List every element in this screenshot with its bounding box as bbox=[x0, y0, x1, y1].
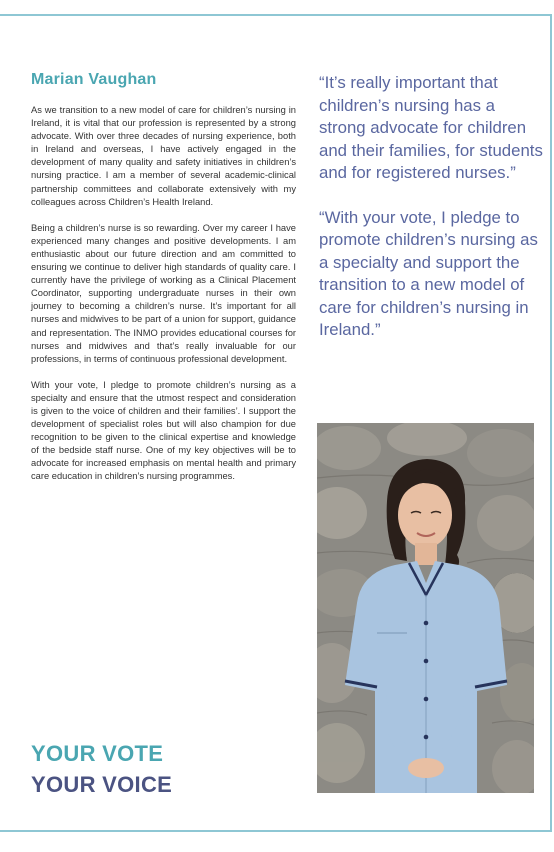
campaign-slogan bbox=[31, 738, 172, 800]
slogan-line-2: YOUR VOICE bbox=[31, 772, 173, 797]
quotes-column bbox=[319, 72, 544, 364]
bio-paragraph-1: As we transition to a new model of care for children’s nursing in Ireland, it is vital that our profession is represented by a strong advocate. With over three decades of nursing experience, both in Ireland and overseas, I have actively engaged in the development of many quality and safety initiatives in children’s nursing practice. I am a member of several academic-clinical partnership committees and collaborate extensively with my colleagues across Children’s Health Ireland. bbox=[31, 105, 296, 207]
candidate-photo bbox=[317, 423, 534, 793]
candidate-name: Marian Vaughan bbox=[31, 71, 157, 88]
pull-quote-1: “It’s really important that children’s nursing has a strong advocate for children and their families, for students and for registered nurses.” bbox=[319, 73, 543, 182]
profile-column bbox=[31, 70, 296, 497]
bio-paragraph-3: With your vote, I pledge to promote children’s nursing as a specialty and ensure that the utmost respect and consideration is given to the voice of children and their families’. I support the development of specialist roles but will also champion for due recognition to be given to the clinical expertise and knowledge of the bedside staff nurse. One of my key objectives will be to advocate for increased emphasis on mental health and primary care education in children’s nursing programmes. bbox=[31, 379, 296, 482]
bio-paragraph-2: Being a children’s nurse is so rewarding. Over my career I have experienced many changes and positive developments. I am enthusiastic about our future direction and am committed to ensuring we continue to deliver high standards of quality care. I currently have the privilege of working as a Clinical Placement Coordinator, supporting undergraduate nurses in their own journey to becoming a children’s nurse. It’s important for all nurses and midwives to be part of a union for support, guidance and representation. The INMO provides educational courses for nurses and midwives and that’s really invaluable for our professions, in terms of continuous professional development. bbox=[31, 222, 296, 364]
pull-quote-2: “With your vote, I pledge to promote children’s nursing as a specialty and support the transition to a new model of care for children’s nursing in Ireland.” bbox=[319, 207, 538, 339]
slogan-line-1: YOUR VOTE bbox=[31, 741, 164, 766]
portrait-illustration bbox=[317, 423, 534, 793]
